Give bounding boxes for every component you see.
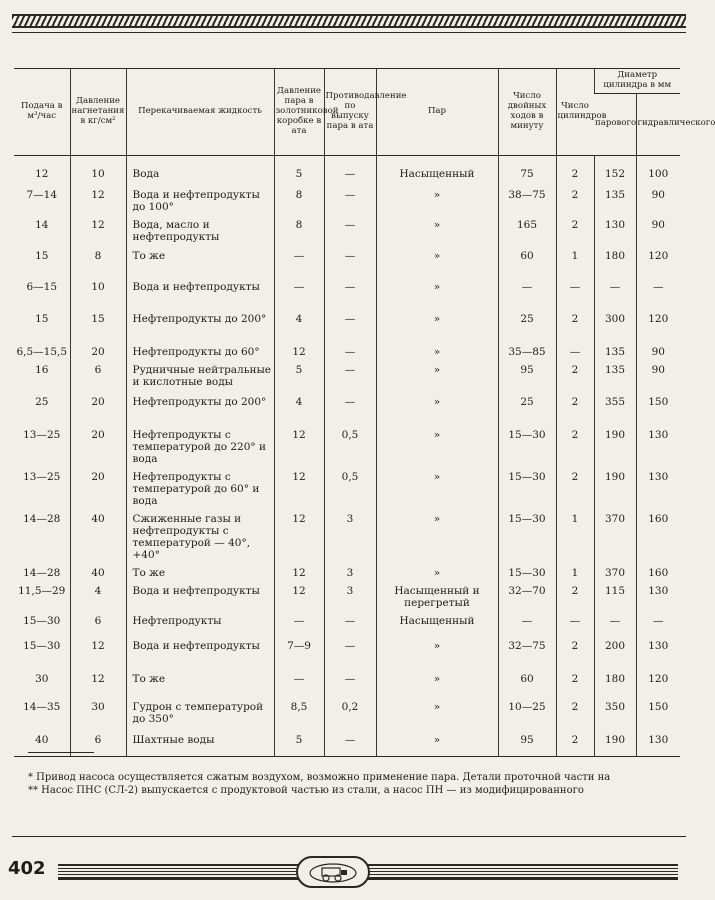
cell-cylinders: 2 (556, 728, 594, 756)
cell-steam: » (376, 561, 498, 579)
table-row (14, 244, 680, 275)
cell-diameter-hydraulic: 100 (636, 155, 680, 183)
cell-pressure: 20 (70, 423, 126, 465)
cell-flow: 14 (35, 219, 49, 232)
footnote-rule (28, 752, 94, 753)
cell-liquid: Вода и нефтепродукты до 100° (126, 183, 274, 213)
header-discharge-pressure: Давление нагнетания в кг/см² (70, 69, 126, 156)
cell-liquid: Шахтные воды (126, 728, 274, 756)
cell-strokes: 165 (498, 213, 556, 243)
table-row (14, 183, 680, 213)
cell-back-pressure: — (324, 307, 376, 340)
cell-steam: » (376, 728, 498, 756)
top-ornament (12, 14, 686, 28)
cell-liquid: Рудничные нейтральные и кислотные воды (126, 358, 274, 390)
cell-diameter-hydraulic: 150 (636, 695, 680, 728)
header-cylinders: Число цилиндров (556, 69, 594, 156)
cell-cylinders: 2 (556, 465, 594, 507)
cell-steam: Насыщенный и перегретый (376, 579, 498, 609)
table-row (14, 358, 680, 390)
cell-steam: » (376, 307, 498, 340)
cell-liquid: Нефтепродукты (126, 609, 274, 634)
cell-strokes: — (498, 609, 556, 634)
cell-pressure: 8 (70, 244, 126, 275)
cell-liquid: То же (126, 667, 274, 695)
header-diameter-steam: парового (594, 93, 636, 155)
cell-strokes: 95 (498, 358, 556, 390)
cell-steam-pressure: 12 (274, 423, 324, 465)
cell-steam-pressure: 4 (274, 390, 324, 423)
header-strokes: Число двойных ходов в минуту (498, 69, 556, 156)
table-row (14, 609, 680, 634)
cell-steam: » (376, 244, 498, 275)
cell-liquid: Вода и нефтепродукты (126, 579, 274, 609)
cell-flow: 13—25 (23, 470, 61, 483)
cell-strokes: 15—30 (498, 423, 556, 465)
cell-back-pressure: 3 (324, 561, 376, 579)
cell-steam-pressure: 4 (274, 307, 324, 340)
cell-diameter-steam: 135 (594, 183, 636, 213)
cell-liquid: То же (126, 561, 274, 579)
cell-cylinders: 1 (556, 244, 594, 275)
cell-steam-pressure: — (274, 609, 324, 634)
cell-liquid: Вода и нефтепродукты (126, 634, 274, 667)
cell-flow: 14—35 (23, 701, 61, 714)
cell-steam: » (376, 465, 498, 507)
footnote-1: * Привод насоса осуществляется сжатым воздухом, возможно применение пара. Детали проточной части на (28, 772, 611, 783)
table-row (14, 155, 680, 183)
cell-strokes: — (498, 275, 556, 307)
header-steam: Пар (376, 69, 498, 156)
cell-pressure: 12 (70, 667, 126, 695)
bottom-rule (12, 836, 686, 837)
cell-back-pressure: — (324, 609, 376, 634)
cell-pressure: 12 (70, 213, 126, 243)
table-row (14, 423, 680, 465)
table-row (14, 213, 680, 243)
cell-steam-pressure: 12 (274, 561, 324, 579)
cell-diameter-steam: 115 (594, 579, 636, 609)
cell-back-pressure: 0,2 (324, 695, 376, 728)
cell-pressure: 40 (70, 561, 126, 579)
cell-back-pressure: — (324, 667, 376, 695)
cell-back-pressure: 3 (324, 579, 376, 609)
cell-back-pressure: — (324, 358, 376, 390)
cell-cylinders: 2 (556, 579, 594, 609)
cell-strokes: 38—75 (498, 183, 556, 213)
table-row (14, 579, 680, 609)
footnote-2: ** Насос ПНС (СЛ-2) выпускается с продуктовой частью из стали, а насос ПН — из модифицированного (28, 784, 584, 796)
cell-flow: 6,5—15,5 (16, 345, 68, 358)
cell-diameter-steam: 370 (594, 507, 636, 561)
cell-diameter-hydraulic: 120 (636, 667, 680, 695)
cell-cylinders: 2 (556, 155, 594, 183)
cell-diameter-hydraulic: 90 (636, 213, 680, 243)
cell-pressure: 10 (70, 275, 126, 307)
cell-cylinders: — (556, 609, 594, 634)
cell-strokes: 15—30 (498, 465, 556, 507)
cell-steam: » (376, 423, 498, 465)
cell-flow: 6—15 (26, 280, 58, 293)
cell-steam-pressure: — (274, 667, 324, 695)
cell-back-pressure: 0,5 (324, 465, 376, 507)
table-row (14, 634, 680, 667)
emblem (296, 856, 370, 888)
pump-specifications-table (14, 68, 715, 757)
cell-diameter-hydraulic: — (636, 275, 680, 307)
cell-diameter-hydraulic: 160 (636, 507, 680, 561)
cell-cylinders: 2 (556, 390, 594, 423)
cell-steam-pressure: 7—9 (274, 634, 324, 667)
cell-diameter-steam: 190 (594, 465, 636, 507)
cell-cylinders: 2 (556, 213, 594, 243)
cell-cylinders: 2 (556, 423, 594, 465)
cell-flow: 30 (35, 673, 49, 686)
cell-steam-pressure: 12 (274, 579, 324, 609)
cell-steam: » (376, 340, 498, 358)
cell-flow: 15—30 (23, 640, 61, 653)
cell-liquid: Вода (126, 155, 274, 183)
cell-flow: 15 (35, 312, 49, 325)
cell-pressure: 20 (70, 340, 126, 358)
cell-cylinders: 2 (556, 667, 594, 695)
cell-steam: » (376, 213, 498, 243)
cell-strokes: 32—70 (498, 579, 556, 609)
page-number: 402 (8, 858, 46, 879)
cell-diameter-steam: 152 (594, 155, 636, 183)
cell-steam: » (376, 667, 498, 695)
cell-liquid: Сжиженные газы и нефтепродукты с температурой — 40°, +40° (126, 507, 274, 561)
locomotive-emblem-icon (308, 862, 358, 884)
cell-cylinders: 1 (556, 507, 594, 561)
cell-steam-pressure: 5 (274, 728, 324, 756)
cell-steam: » (376, 634, 498, 667)
cell-pressure: 40 (70, 507, 126, 561)
cell-back-pressure: — (324, 213, 376, 243)
cell-steam-pressure: 5 (274, 358, 324, 390)
cell-diameter-hydraulic: 90 (636, 358, 680, 390)
table-row (14, 275, 680, 307)
footnotes (28, 772, 696, 797)
cell-flow: 12 (35, 167, 49, 180)
table-row (14, 340, 680, 358)
cell-pressure: 20 (70, 465, 126, 507)
cell-steam: » (376, 183, 498, 213)
cell-strokes: 25 (498, 390, 556, 423)
cell-back-pressure: — (324, 183, 376, 213)
cell-diameter-steam: 350 (594, 695, 636, 728)
cell-flow: 14—28 (23, 567, 61, 580)
cell-cylinders: 2 (556, 358, 594, 390)
table-row (14, 561, 680, 579)
cell-diameter-hydraulic: 130 (636, 579, 680, 609)
cell-liquid: Нефтепродукты до 200° (126, 307, 274, 340)
table-row (14, 307, 680, 340)
table-row (14, 728, 680, 756)
cell-strokes: 60 (498, 244, 556, 275)
cell-diameter-hydraulic: 130 (636, 728, 680, 756)
cell-back-pressure: — (324, 275, 376, 307)
cell-diameter-hydraulic: — (636, 609, 680, 634)
cell-strokes: 35—85 (498, 340, 556, 358)
cell-flow: 40 (14, 728, 70, 756)
cell-liquid: Нефтепродукты до 60° (126, 340, 274, 358)
cell-steam: Насыщенный (376, 609, 498, 634)
table-row (14, 667, 680, 695)
cell-steam-pressure: 8,5 (274, 695, 324, 728)
cell-diameter-steam: 190 (594, 423, 636, 465)
cell-cylinders: 2 (556, 307, 594, 340)
cell-liquid: Нефтепродукты до 200° (126, 390, 274, 423)
cell-pressure: 30 (70, 695, 126, 728)
cell-diameter-hydraulic: 130 (636, 465, 680, 507)
cell-steam-pressure: — (274, 275, 324, 307)
cell-pressure: 4 (70, 579, 126, 609)
header-liquid: Перекачиваемая жидкость (126, 69, 274, 156)
top-rule (12, 32, 686, 33)
cell-liquid: Вода, масло и нефтепродукты (126, 213, 274, 243)
cell-back-pressure: — (324, 390, 376, 423)
cell-strokes: 75 (498, 155, 556, 183)
table-row (14, 465, 680, 507)
cell-diameter-hydraulic: 120 (636, 244, 680, 275)
cell-back-pressure: — (324, 155, 376, 183)
cell-diameter-steam: — (594, 609, 636, 634)
table-row (14, 507, 680, 561)
cell-steam: » (376, 390, 498, 423)
header-diameter-hydraulic: гидравлического (636, 93, 680, 155)
header-flow: Подача в м³/час (14, 69, 70, 156)
cell-flow: 14—28 (23, 512, 61, 525)
cell-steam-pressure: 12 (274, 507, 324, 561)
cell-flow: 16 (35, 363, 49, 376)
cell-pressure: 6 (70, 358, 126, 390)
cell-pressure: 12 (70, 183, 126, 213)
cell-strokes: 60 (498, 667, 556, 695)
cell-diameter-steam: 135 (594, 340, 636, 358)
cell-cylinders: 2 (556, 695, 594, 728)
cell-steam: Насыщенный (376, 155, 498, 183)
cell-steam-pressure: 8 (274, 213, 324, 243)
cell-steam-pressure: 12 (274, 340, 324, 358)
cell-steam: » (376, 358, 498, 390)
header-back-pressure: Противодавление по выпуску пара в ата (324, 69, 376, 156)
cell-pressure: 10 (70, 155, 126, 183)
cell-strokes: 25 (498, 307, 556, 340)
cell-pressure: 6 (70, 728, 126, 756)
cell-pressure: 20 (70, 390, 126, 423)
cell-diameter-hydraulic: 130 (636, 634, 680, 667)
cell-diameter-hydraulic: 90 (636, 183, 680, 213)
cell-pressure: 12 (70, 634, 126, 667)
cell-diameter-steam: 180 (594, 667, 636, 695)
cell-steam: » (376, 507, 498, 561)
cell-flow: 15—30 (23, 615, 61, 628)
cell-diameter-steam: — (594, 275, 636, 307)
cell-strokes: 15—30 (498, 561, 556, 579)
cell-diameter-steam: 300 (594, 307, 636, 340)
cell-liquid: То же (126, 244, 274, 275)
cell-cylinders: 2 (556, 634, 594, 667)
cell-liquid: Вода и нефтепродукты (126, 275, 274, 307)
cell-liquid: Нефтепродукты с температурой до 60° и вода (126, 465, 274, 507)
cell-diameter-hydraulic: 90 (636, 340, 680, 358)
cell-back-pressure: — (324, 634, 376, 667)
header-valve-box-pressure: Давление пара в золотниковой коробке в ата (274, 69, 324, 156)
cell-diameter-hydraulic: 120 (636, 307, 680, 340)
cell-diameter-steam: 355 (594, 390, 636, 423)
table-row (14, 390, 680, 423)
cell-flow: 7—14 (26, 189, 58, 202)
cell-diameter-steam: 135 (594, 358, 636, 390)
cell-steam-pressure: 12 (274, 465, 324, 507)
cell-steam: » (376, 275, 498, 307)
cell-flow: 11,5—29 (18, 585, 66, 598)
cell-steam-pressure: 8 (274, 183, 324, 213)
cell-flow: 13—25 (23, 428, 61, 441)
cell-flow: 25 (35, 395, 49, 408)
cell-diameter-hydraulic: 130 (636, 423, 680, 465)
cell-diameter-steam: 200 (594, 634, 636, 667)
cell-back-pressure: 0,5 (324, 423, 376, 465)
cell-pressure: 15 (70, 307, 126, 340)
cell-cylinders: — (556, 340, 594, 358)
cell-liquid: Нефтепродукты с температурой до 220° и вода (126, 423, 274, 465)
cell-diameter-hydraulic: 160 (636, 561, 680, 579)
cell-strokes: 15—30 (498, 507, 556, 561)
cell-back-pressure: — (324, 340, 376, 358)
cell-strokes: 95 (498, 728, 556, 756)
cell-cylinders: 2 (556, 183, 594, 213)
cell-strokes: 32—75 (498, 634, 556, 667)
cell-diameter-steam: 180 (594, 244, 636, 275)
cell-diameter-hydraulic: 150 (636, 390, 680, 423)
cell-liquid: Гудрон с температурой до 350° (126, 695, 274, 728)
cell-back-pressure: 3 (324, 507, 376, 561)
cell-cylinders: — (556, 275, 594, 307)
table-row (14, 695, 680, 728)
cell-back-pressure: — (324, 728, 376, 756)
cell-back-pressure: — (324, 244, 376, 275)
cell-diameter-steam: 130 (594, 213, 636, 243)
cell-diameter-steam: 370 (594, 561, 636, 579)
cell-pressure: 6 (70, 609, 126, 634)
cell-flow: 15 (35, 249, 49, 262)
cell-diameter-steam: 190 (594, 728, 636, 756)
cell-cylinders: 1 (556, 561, 594, 579)
cell-steam-pressure: — (274, 244, 324, 275)
cell-steam: » (376, 695, 498, 728)
cell-strokes: 10—25 (498, 695, 556, 728)
cell-steam-pressure: 5 (274, 155, 324, 183)
header-diameter-group: Диаметр цилиндра в мм (594, 69, 680, 94)
